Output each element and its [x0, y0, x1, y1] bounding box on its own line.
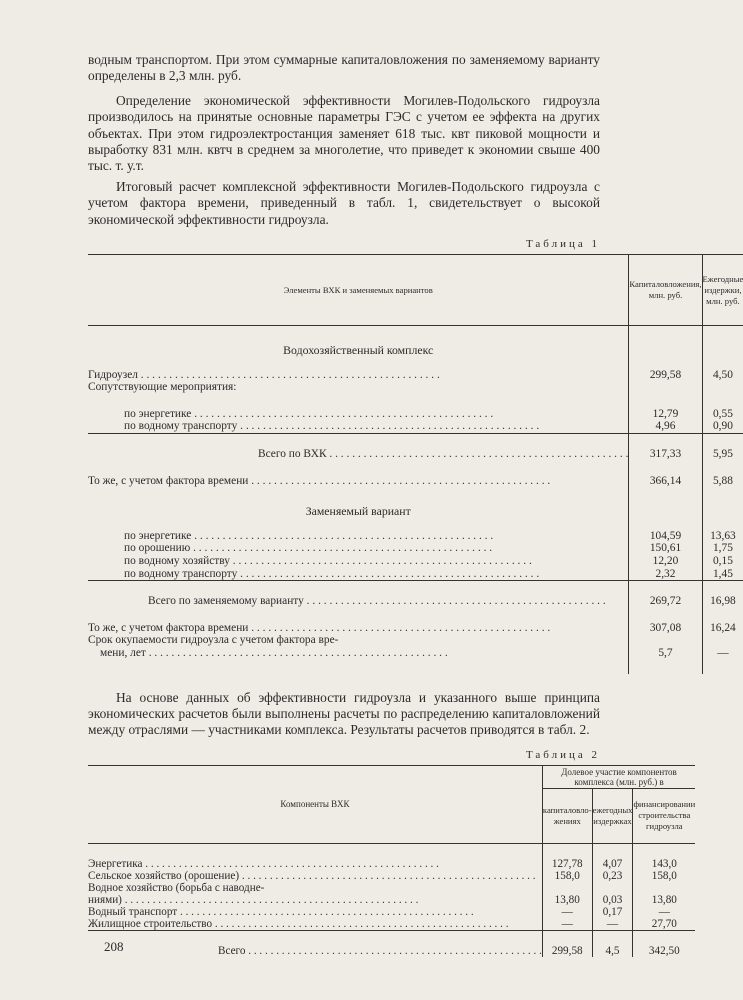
table-row: по водному хозяйству . . . 12,20 0,15	[88, 555, 743, 568]
paragraph-1: водным транспортом. При этом суммарные капиталовложения по заменяемому варианту определены в 2,3 млн. руб.	[88, 52, 600, 84]
table-row: То же, с учетом фактора времени . . . 366,14 5,88	[88, 475, 743, 488]
table-row: Всего по заменяемому варианту . . . 269,72 16,98	[88, 595, 743, 608]
table-row: Срок окупаемости гидроузла с учетом фактора вре-	[88, 634, 743, 647]
table-row: по орошению . . . 150,61 1,75	[88, 542, 743, 555]
paragraph-2: Определение экономической эффективности Могилев-Подольского гидроузла производилось на принятые основные параметры ГЭС с учетом ее эффекта на других объектах. При этом гидроэлектростанция заменяет 618 тыс. квт пиковой мощности и выработку 831 млн. квтч в среднем за многолетие, что приведет к экономии свыше 400 тыс. т. у.т.	[88, 92, 600, 174]
table-row: мени, лет . . . 5,7 —	[88, 647, 743, 660]
table-row: Всего по ВХК . . . 317,33 5,95	[88, 448, 743, 461]
table-row: Всего . . . 299,58 4,5 342,50	[88, 945, 695, 957]
t2-header-costs: ежегодных издержках	[592, 788, 633, 843]
table-row: по энергетике . . . 104,59 13,63	[88, 530, 743, 543]
t1-header-elements: Элементы ВХК и заменяемых вариантов	[88, 255, 629, 326]
table-row: Жилищное строительство . . . — — 27,70	[88, 918, 695, 931]
table-row: Сопутствующие мероприятия:	[88, 381, 743, 394]
t1-section-complex: Водохозяйственный комплекс	[283, 343, 434, 358]
table-1	[88, 254, 743, 674]
table-row: ниями) . . . 13,80 0,03 13,80	[88, 894, 695, 906]
table2-caption: Таблица 2	[525, 748, 600, 761]
paragraph-4: На основе данных об эффективности гидроузла и указанного выше принципа экономических расчетов были выполнены расчеты по распределению капиталовложений между отраслями — участниками комплекса. Результаты расчетов приводятся в табл. 2.	[88, 689, 600, 738]
t2-header-financing: финансировании строительства гидроузла	[633, 788, 695, 843]
table-2	[88, 765, 695, 957]
t2-header-group: Долевое участие компонентов комплекса (млн. руб.) в	[542, 765, 695, 788]
t2-header-capital: капиталовло-жениях	[542, 788, 592, 843]
table1-caption: Таблица 1	[525, 238, 600, 251]
paragraph-3: Итоговый расчет комплексной эффективности Могилев-Подольского гидроузла с учетом фактора времени, приведенный в табл. 1, свидетельствует о высокой экономической эффективности гидроузла.	[88, 178, 600, 227]
t1-section-replaced: Заменяемый вариант	[305, 504, 411, 519]
table-row: Сельское хозяйство (орошение) . . . 158,0 0,23 158,0	[88, 870, 695, 882]
table-row: То же, с учетом фактора времени . . . 307,08 16,24	[88, 622, 743, 635]
table-row: Водное хозяйство (борьба с наводне-	[88, 882, 695, 894]
t1-header-capital: Капиталовложения, млн. руб.	[629, 255, 702, 326]
t2-header-components: Компоненты ВХК	[88, 765, 542, 843]
table-row: по водному транспорту . . . 4,96 0,90	[88, 420, 743, 433]
table-row: по энергетике . . . 12,79 0,55	[88, 408, 743, 421]
table-row: Гидроузел . . . 299,58 4,50	[88, 369, 743, 382]
table-row: Водный транспорт . . . — 0,17 —	[88, 906, 695, 918]
table-row: по водному транспорту . . . 2,32 1,45	[88, 568, 743, 581]
t1-header-costs: Ежегодные издержки, млн. руб.	[702, 255, 743, 326]
page-number: 208	[104, 939, 124, 954]
table-row: Энергетика . . . 127,78 4,07 143,0	[88, 858, 695, 870]
